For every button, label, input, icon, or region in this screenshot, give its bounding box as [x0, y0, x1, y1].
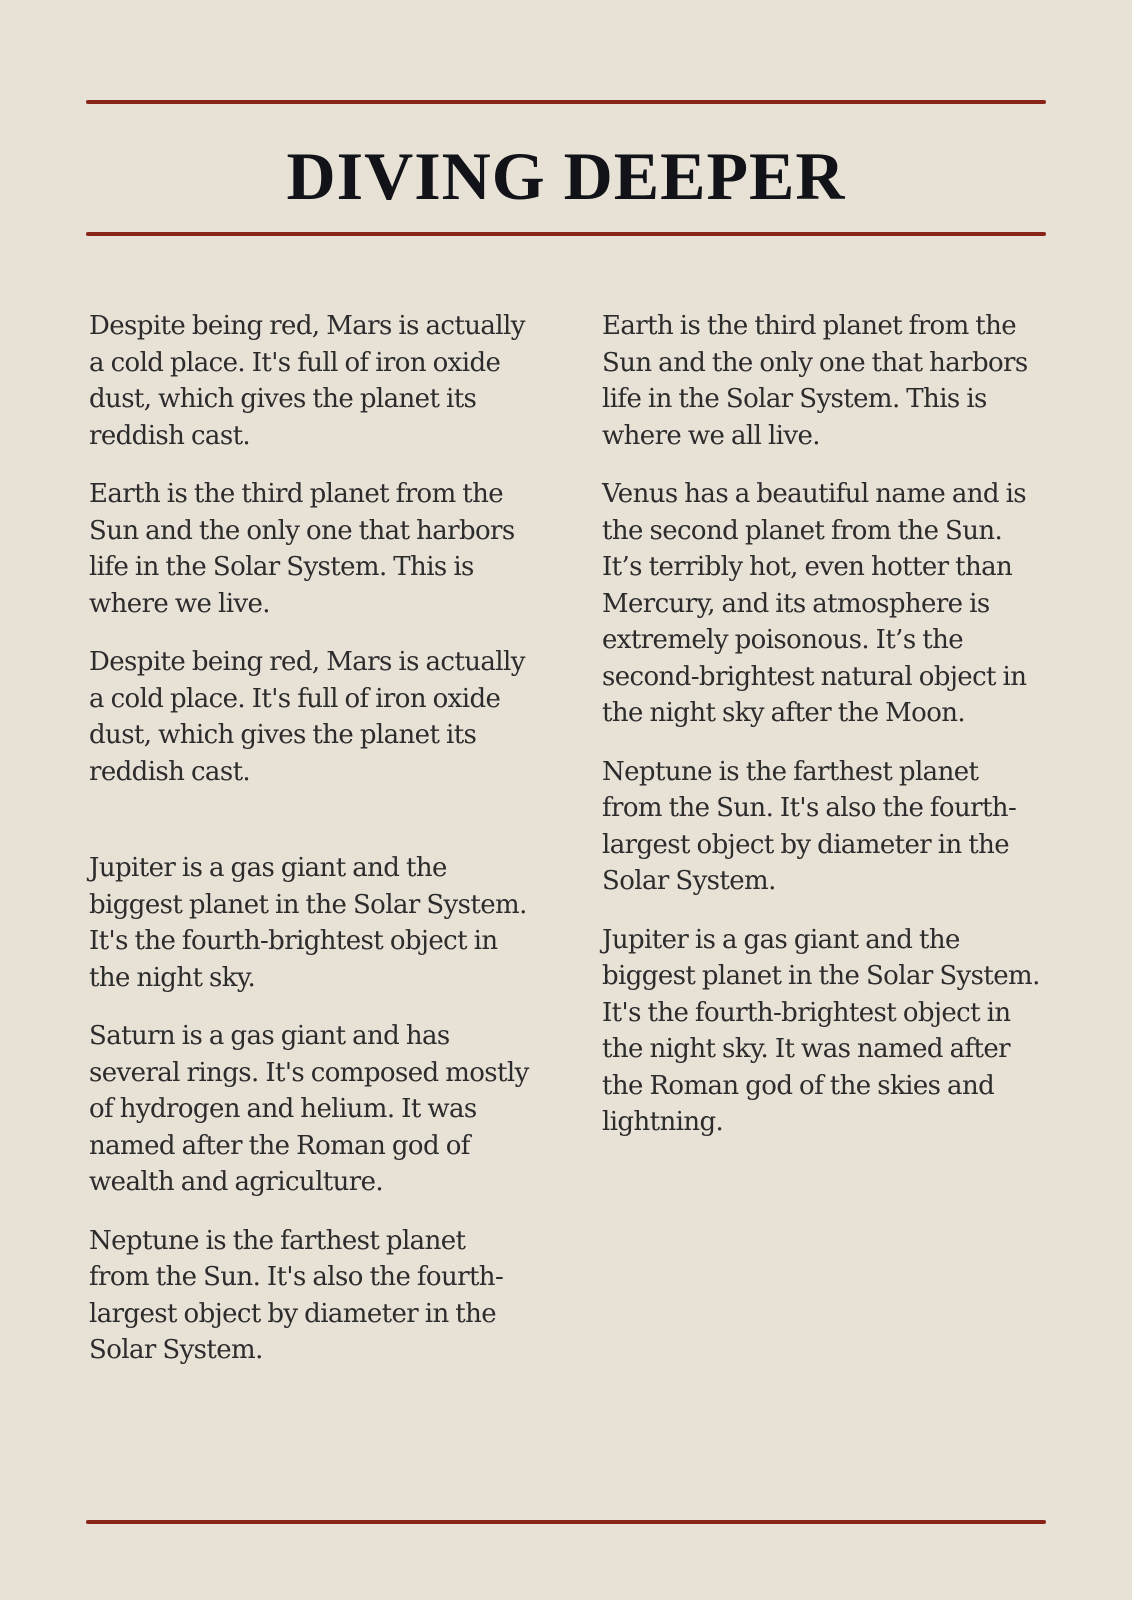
left-column [89, 308, 529, 1391]
paragraph-venus: Venus has a beautiful name and is the second planet from the Sun. It’s terribly hot, even hotter than Mercury, and its atmosphere is extremely poisonous. It’s the second-brightest natural object in the night sky after the Moon. [602, 479, 1027, 728]
paragraph-jupiter: Jupiter is a gas giant and the biggest planet in the Solar System. It's the fourth-brightest object in the night sky. It was named after the Roman god of the skies and lightning. [602, 924, 1040, 1137]
right-column [602, 308, 1042, 1163]
paragraph-earth: Earth is the third planet from the Sun and the only one that harbors life in the Solar System. This is where we all live. [602, 311, 1028, 451]
bottom-divider [86, 1520, 1046, 1524]
page-title: DIVING DEEPER [286, 138, 846, 214]
paragraph-earth: Earth is the third planet from the Sun and the only one that harbors life in the Solar System. This is where we live. [89, 479, 515, 619]
paragraph-mars: Despite being red, Mars is actually a cold place. It's full of iron oxide dust, which gives the planet its reddish cast. [89, 311, 525, 451]
top-divider [86, 100, 1046, 104]
paragraph-neptune: Neptune is the farthest planet from the Sun. It's also the fourth-largest object by diameter in the Solar System. [89, 1225, 504, 1365]
paragraph-neptune: Neptune is the farthest planet from the Sun. It's also the fourth-largest object by diameter in the Solar System. [602, 756, 1017, 896]
paragraph-mars-repeat: Despite being red, Mars is actually a cold place. It's full of iron oxide dust, which gives the planet its reddish cast. [89, 647, 525, 787]
paragraph-jupiter: Jupiter is a gas giant and the biggest planet in the Solar System. It's the fourth-brightest object in the night sky. [89, 853, 527, 993]
title-divider [86, 232, 1046, 236]
paragraph-saturn: Saturn is a gas giant and has several rings. It's composed mostly of hydrogen and helium. It was named after the Roman god of wealth and agriculture. [89, 1021, 529, 1197]
